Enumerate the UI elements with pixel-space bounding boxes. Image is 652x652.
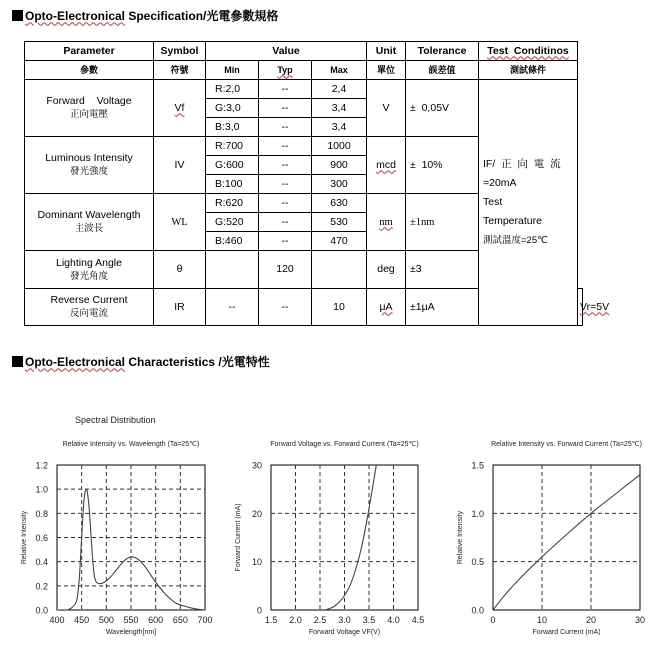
cell-max: 3,4 — [312, 118, 367, 137]
x-tick-label: 500 — [98, 615, 114, 625]
section-title-prefix: Opto-Electronical — [25, 8, 126, 23]
chart-subtitle: Relative Intensity vs. Forward Current (Ta=25℃) — [491, 441, 642, 448]
y-tick-label: 0.4 — [35, 557, 48, 568]
y-tick-label: 10 — [251, 557, 262, 568]
table-header-row — [25, 42, 583, 61]
y-tick-label: 1.0 — [35, 484, 48, 495]
cell-min: R:620 — [206, 194, 259, 213]
test-line: Temperature — [483, 215, 542, 227]
chart-relative-intensity-current — [445, 410, 652, 647]
unit-nm: nm — [367, 194, 406, 251]
y-tick-label: 0.2 — [35, 581, 48, 592]
section-title-prefix: Opto-Electronical — [25, 354, 126, 369]
chart-spectral-svg — [0, 410, 220, 647]
y-tick-label: 20 — [251, 508, 262, 519]
x-tick-label: 2.0 — [289, 615, 302, 625]
chart-forward-voltage — [225, 410, 440, 647]
cell-typ: -- — [259, 175, 312, 194]
param-reverse-current: Reverse Current 反向電流 — [25, 289, 154, 326]
test-vr: Vr=5V — [578, 289, 583, 326]
header-value: Value — [206, 42, 367, 61]
header-unit-cn: 單位 — [367, 61, 406, 80]
cell-max: 470 — [312, 232, 367, 251]
chart-subtitle: Forward Voltage vs. Forward Current (Ta=25℃) — [270, 441, 419, 448]
y-axis-label: Relative Intensity — [21, 510, 28, 565]
cell-min: B:100 — [206, 175, 259, 194]
y-tick-label: 0.6 — [35, 533, 48, 543]
y-tick-label: 0.5 — [471, 557, 484, 568]
section-title-rest: Specification/光電參數規格 — [125, 9, 279, 23]
y-tick-label: 0.0 — [35, 605, 48, 616]
cell-max — [312, 251, 367, 289]
symbol-wl: WL — [154, 194, 206, 251]
cell-min: -- — [206, 289, 259, 326]
y-tick-label: 0.0 — [471, 605, 484, 616]
header-test-cn: 測試條件 — [479, 61, 578, 80]
header-tolerance: Tolerance — [406, 42, 479, 61]
x-tick-label: 550 — [123, 615, 139, 625]
x-tick-label: 20 — [585, 615, 597, 625]
x-tick-label: 4.5 — [411, 615, 425, 625]
y-axis-label: Relative Intensity — [457, 510, 464, 565]
y-tick-label: 30 — [251, 460, 262, 471]
x-tick-label: 600 — [148, 615, 164, 625]
test-conditions-cell — [479, 80, 578, 326]
x-tick-label: 650 — [172, 615, 188, 625]
plot-frame — [493, 465, 640, 610]
unit-ua: μA — [367, 289, 406, 326]
cell-min: B:460 — [206, 232, 259, 251]
cell-typ: -- — [259, 194, 312, 213]
y-tick-label: 0 — [256, 605, 262, 616]
x-tick-label: 3.0 — [338, 615, 351, 625]
chart-relative-intensity-svg — [445, 410, 652, 647]
y-tick-label: 1.0 — [471, 508, 484, 519]
x-tick-label: 4.0 — [387, 615, 400, 625]
header-parameter: Parameter — [25, 42, 154, 61]
cell-typ: -- — [259, 156, 312, 175]
header-min: Min — [206, 61, 259, 80]
param-luminous-intensity: Luminous Intensity 發光強度 — [25, 137, 154, 194]
tolerance-angle: ±3 — [406, 251, 479, 289]
section-title-specification — [12, 7, 278, 24]
symbol-vf: Vf — [154, 80, 206, 137]
test-line: IF/ 正 向 電 流 — [483, 158, 561, 170]
cell-max: 900 — [312, 156, 367, 175]
cell-typ: -- — [259, 99, 312, 118]
symbol-ir: IR — [154, 289, 206, 326]
x-tick-label: 3.5 — [362, 615, 376, 625]
x-tick-label: 700 — [197, 615, 213, 625]
cell-min: G:600 — [206, 156, 259, 175]
header-parameter-cn: 參數 — [25, 61, 154, 80]
header-typ: Typ — [259, 61, 312, 80]
cell-max: 2,4 — [312, 80, 367, 99]
cell-max: 530 — [312, 213, 367, 232]
cell-min: B:3,0 — [206, 118, 259, 137]
cell-max: 630 — [312, 194, 367, 213]
series-line — [493, 475, 640, 610]
param-forward-voltage: Forward Voltage 正向電壓 — [25, 80, 154, 137]
cell-typ: -- — [259, 80, 312, 99]
chart-subtitle: Relative Intensity vs. Wavelength (Ta=25℃) — [62, 441, 200, 448]
param-dominant-wavelength: Dominant Wavelength 主波長 — [25, 194, 154, 251]
cell-max: 1000 — [312, 137, 367, 156]
table-row — [25, 80, 583, 99]
chart-title: Spectral Distribution — [75, 415, 156, 425]
chart-spectral-distribution — [0, 410, 220, 647]
header-symbol: Symbol — [154, 42, 206, 61]
symbol-theta: θ — [154, 251, 206, 289]
header-test: Test Conditinos — [479, 42, 578, 61]
specification-table — [24, 41, 610, 326]
section-title-rest: Characteristics /光電特性 — [125, 355, 270, 369]
square-bullet-icon — [12, 356, 23, 367]
tolerance-iv: ± 10% — [406, 137, 479, 194]
x-axis-label: Forward Voltage VF(V) — [308, 629, 381, 636]
cell-typ: 120 — [259, 251, 312, 289]
chart-forward-voltage-svg — [225, 410, 440, 647]
cell-max: 300 — [312, 175, 367, 194]
param-lighting-angle: Lighting Angle 發光角度 — [25, 251, 154, 289]
section-title-characteristics — [12, 353, 270, 370]
y-tick-label: 1.2 — [35, 460, 48, 471]
cell-max: 10 — [312, 289, 367, 326]
cell-min — [206, 251, 259, 289]
unit-mcd: mcd — [367, 137, 406, 194]
header-tolerance-cn: 誤差值 — [406, 61, 479, 80]
cell-typ: -- — [259, 118, 312, 137]
cell-min: G:520 — [206, 213, 259, 232]
cell-min: R:2,0 — [206, 80, 259, 99]
symbol-iv: IV — [154, 137, 206, 194]
cell-typ: -- — [259, 232, 312, 251]
tolerance-wl: ±1nm — [406, 194, 479, 251]
cell-typ: -- — [259, 289, 312, 326]
test-line: =20mA — [483, 177, 517, 189]
test-line: 測試溫度=25℃ — [483, 235, 548, 246]
cell-min: G:3,0 — [206, 99, 259, 118]
x-tick-label: 450 — [74, 615, 90, 625]
unit-deg: deg — [367, 251, 406, 289]
cell-typ: -- — [259, 213, 312, 232]
header-symbol-cn: 符號 — [154, 61, 206, 80]
y-tick-label: 1.5 — [471, 460, 484, 471]
x-tick-label: 2.5 — [313, 615, 327, 625]
cell-typ: -- — [259, 137, 312, 156]
tolerance-ir: ±1μA — [406, 289, 479, 326]
tolerance-vf: ± 0,05V — [406, 80, 479, 137]
x-tick-label: 30 — [634, 615, 646, 625]
x-tick-label: 10 — [536, 615, 548, 625]
x-axis-label: Forward Current (mA) — [532, 629, 601, 636]
unit-v: V — [367, 80, 406, 137]
table-subheader-row — [25, 61, 583, 80]
header-max: Max — [312, 61, 367, 80]
y-tick-label: 0.8 — [35, 508, 48, 519]
cell-min: R:700 — [206, 137, 259, 156]
x-tick-label: 1.5 — [264, 615, 278, 625]
header-unit: Unit — [367, 42, 406, 61]
x-tick-label: 400 — [49, 615, 65, 625]
x-axis-label: Wavelength[nm] — [105, 629, 157, 636]
cell-max: 3,4 — [312, 99, 367, 118]
y-axis-label: Forward Current (mA) — [235, 503, 242, 572]
x-tick-label: 0 — [490, 615, 496, 625]
square-bullet-icon — [12, 10, 23, 21]
test-line: Test — [483, 196, 503, 208]
